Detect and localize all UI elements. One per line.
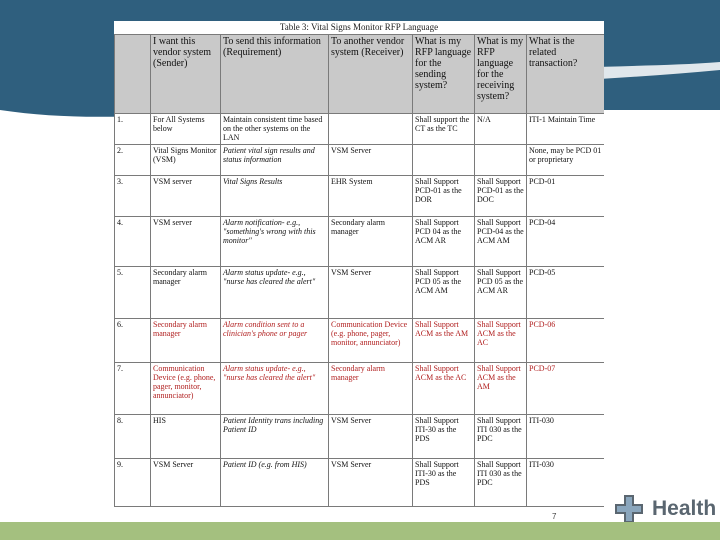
receiver-cell: Communication Device (e.g. phone, pager, monitor, annunciator) <box>329 319 413 363</box>
receiver-cell: VSM Server <box>329 459 413 507</box>
page-number: 7 <box>552 512 557 521</box>
sender-cell: Secondary alarm manager <box>151 319 221 363</box>
receive-language-cell: Shall Support ITI 030 as the PDC <box>475 459 527 507</box>
table-row <box>115 363 605 415</box>
table-row <box>115 267 605 319</box>
logo-text: Health <box>652 497 717 520</box>
row-number: 4. <box>115 217 151 267</box>
send-language-cell: Shall Support ACM as the AM <box>413 319 475 363</box>
transaction-cell: ITI-030 <box>527 415 605 459</box>
column-header: To send this information (Requirement) <box>221 35 329 114</box>
sender-cell: For All Systems below <box>151 114 221 145</box>
row-number: 7. <box>115 363 151 415</box>
transaction-cell: ITI-030 <box>527 459 605 507</box>
row-number: 3. <box>115 176 151 217</box>
sender-cell: VSM server <box>151 176 221 217</box>
column-header: What is the related transaction? <box>527 35 605 114</box>
receive-language-cell: N/A <box>475 114 527 145</box>
send-language-cell: Shall Support ITI-30 as the PDS <box>413 415 475 459</box>
receiver-cell: VSM Server <box>329 267 413 319</box>
sender-cell: VSM Server <box>151 459 221 507</box>
receive-language-cell <box>475 145 527 176</box>
send-language-cell: Shall Support PCD 05 as the ACM AM <box>413 267 475 319</box>
transaction-cell: PCD-06 <box>527 319 605 363</box>
row-number: 5. <box>115 267 151 319</box>
rfp-table <box>114 34 604 507</box>
requirement-cell: Maintain consistent time based on the other systems on the LAN <box>221 114 329 145</box>
send-language-cell: Shall support the CT as the TC <box>413 114 475 145</box>
requirement-cell: Patient ID (e.g. from HIS) <box>221 459 329 507</box>
receive-language-cell: Shall Support PCD-01 as the DOC <box>475 176 527 217</box>
receiver-cell: Secondary alarm manager <box>329 217 413 267</box>
receive-language-cell: Shall Support PCD-04 as the ACM AM <box>475 217 527 267</box>
send-language-cell: Shall Support ACM as the AC <box>413 363 475 415</box>
row-number: 9. <box>115 459 151 507</box>
table-row <box>115 217 605 267</box>
requirement-cell: Alarm status update- e.g., "nurse has cleared the alert" <box>221 363 329 415</box>
column-header: I want this vendor system (Sender) <box>151 35 221 114</box>
health-cross-icon <box>612 495 646 523</box>
send-language-cell: Shall Support PCD-01 as the DOR <box>413 176 475 217</box>
receiver-cell: EHR System <box>329 176 413 217</box>
column-header: What is my RFP language for the sending system? <box>413 35 475 114</box>
column-header: To another vendor system (Receiver) <box>329 35 413 114</box>
requirement-cell: Alarm status update- e.g., "nurse has cleared the alert" <box>221 267 329 319</box>
rfp-document <box>114 21 604 516</box>
column-header: What is my RFP language for the receiving system? <box>475 35 527 114</box>
table-row <box>115 319 605 363</box>
transaction-cell: PCD-01 <box>527 176 605 217</box>
sender-cell: Secondary alarm manager <box>151 267 221 319</box>
requirement-cell: Alarm condition sent to a clinician's phone or pager <box>221 319 329 363</box>
requirement-cell: Vital Signs Results <box>221 176 329 217</box>
sender-cell: HIS <box>151 415 221 459</box>
transaction-cell: PCD-07 <box>527 363 605 415</box>
receiver-cell: VSM Server <box>329 145 413 176</box>
receiver-cell: Secondary alarm manager <box>329 363 413 415</box>
table-header-row <box>115 35 605 114</box>
table-row <box>115 114 605 145</box>
sender-cell: Vital Signs Monitor (VSM) <box>151 145 221 176</box>
receiver-cell: VSM Server <box>329 415 413 459</box>
bottom-strip <box>0 522 720 540</box>
transaction-cell: None, may be PCD 01 or proprietary <box>527 145 605 176</box>
row-number: 8. <box>115 415 151 459</box>
table-row <box>115 459 605 507</box>
receive-language-cell: Shall Support ITI 030 as the PDC <box>475 415 527 459</box>
table-title: Table 3: Vital Signs Monitor RFP Language <box>114 21 604 34</box>
transaction-cell: PCD-04 <box>527 217 605 267</box>
table-row <box>115 145 605 176</box>
requirement-cell: Patient vital sign results and status information <box>221 145 329 176</box>
row-number: 2. <box>115 145 151 176</box>
sender-cell: VSM server <box>151 217 221 267</box>
table-row <box>115 415 605 459</box>
send-language-cell <box>413 145 475 176</box>
row-number: 6. <box>115 319 151 363</box>
column-header <box>115 35 151 114</box>
sender-cell: Communication Device (e.g. phone, pager, monitor, annunciator) <box>151 363 221 415</box>
receive-language-cell: Shall Support PCD 05 as the ACM AR <box>475 267 527 319</box>
receive-language-cell: Shall Support ACM as the AM <box>475 363 527 415</box>
table-row <box>115 176 605 217</box>
requirement-cell: Patient Identity trans including Patient ID <box>221 415 329 459</box>
transaction-cell: PCD-05 <box>527 267 605 319</box>
receive-language-cell: Shall Support ACM as the AC <box>475 319 527 363</box>
receiver-cell <box>329 114 413 145</box>
row-number: 1. <box>115 114 151 145</box>
transaction-cell: ITI-1 Maintain Time <box>527 114 605 145</box>
requirement-cell: Alarm notification- e.g., "something's wrong with this monitor" <box>221 217 329 267</box>
send-language-cell: Shall Support ITI-30 as the PDS <box>413 459 475 507</box>
send-language-cell: Shall Support PCD 04 as the ACM AR <box>413 217 475 267</box>
